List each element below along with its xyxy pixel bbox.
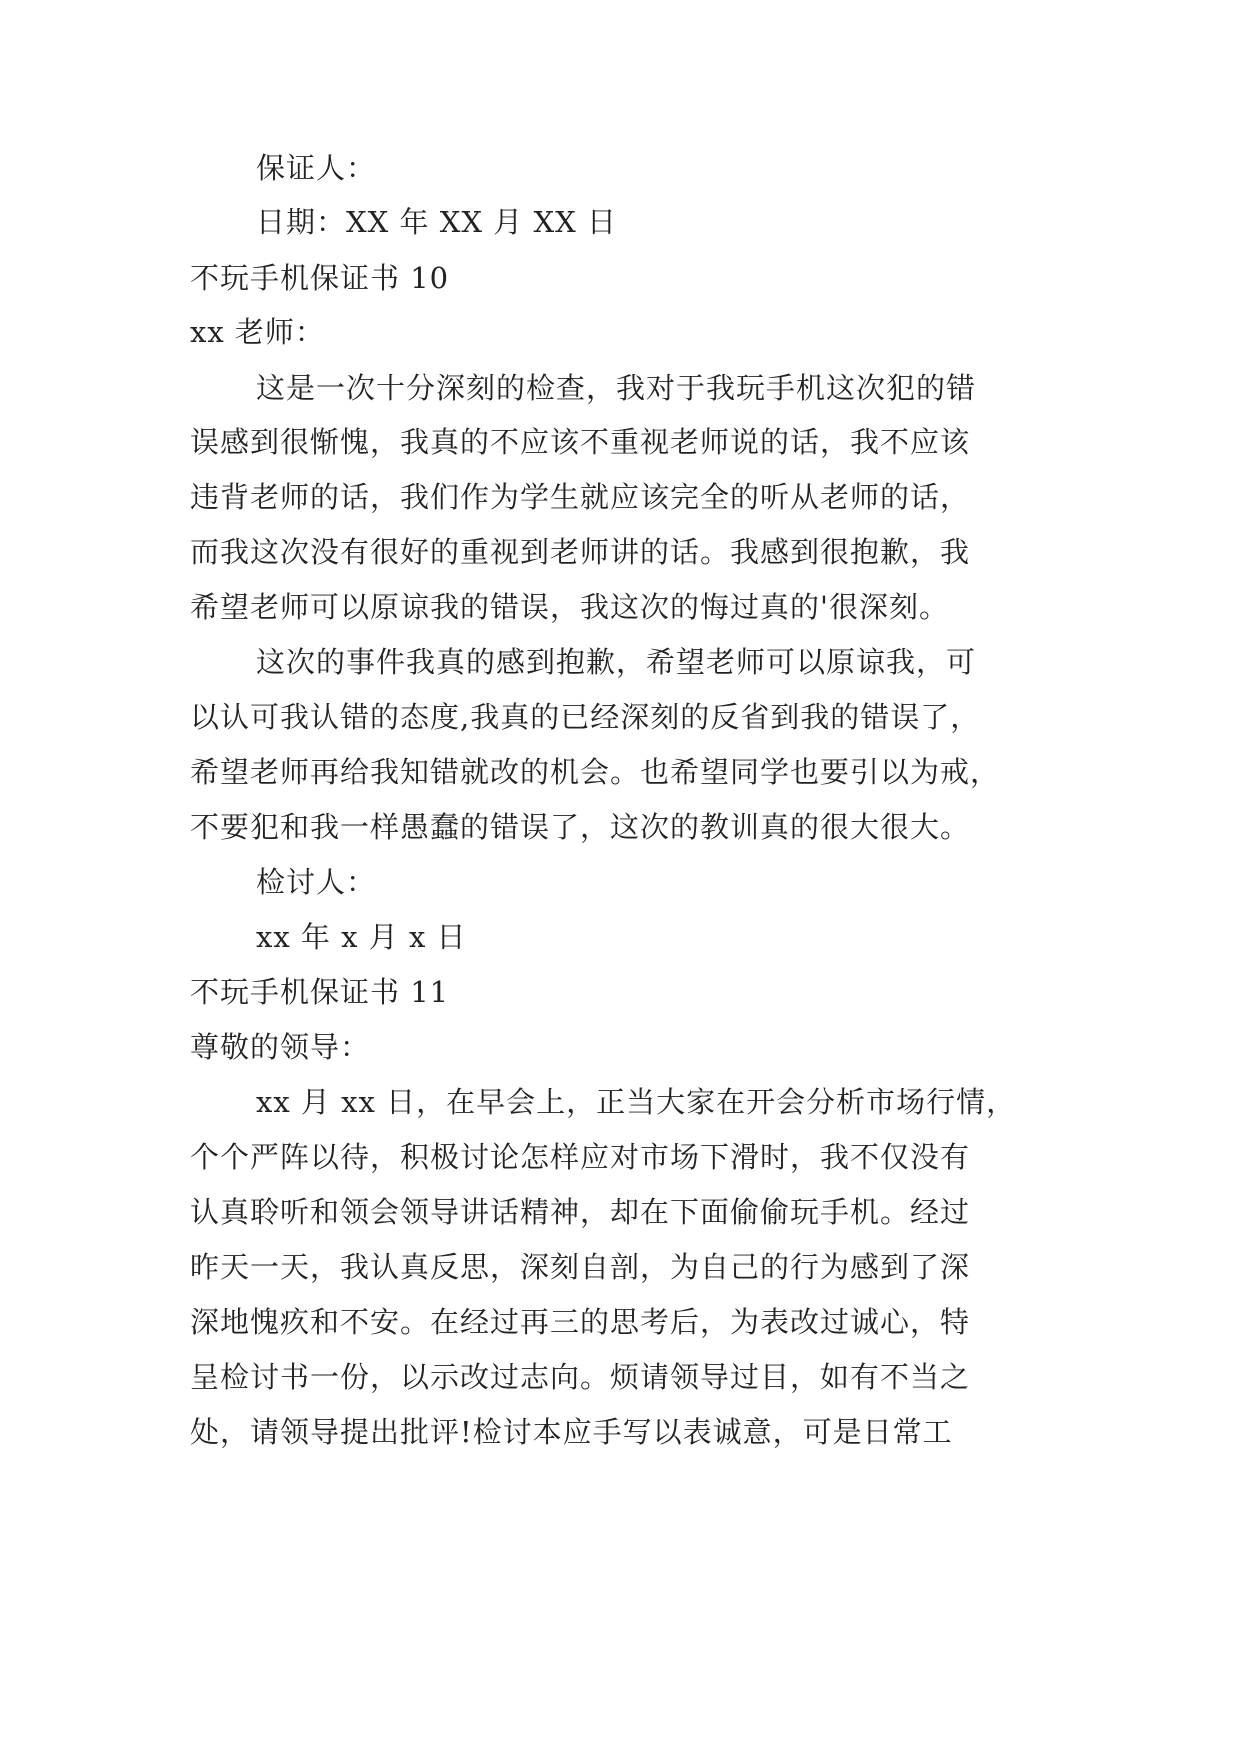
paragraph-line: 认真聆听和领会领导讲话精神，却在下面偷偷玩手机。经过 <box>190 1195 971 1229</box>
paragraph-line: 误感到很惭愧，我真的不应该不重视老师说的话，我不应该 <box>190 425 971 459</box>
date-line: xx 年 x 月 x 日 <box>256 920 467 954</box>
paragraph-line: 处，请领导提出批评!检讨本应手写以表诚意，可是日常工 <box>190 1415 953 1449</box>
paragraph-line: 违背老师的话，我们作为学生就应该完全的听从老师的话， <box>190 480 971 514</box>
paragraph-line: 昨天一天，我认真反思，深刻自剖，为自己的行为感到了深 <box>190 1250 971 1284</box>
paragraph-line: 希望老师再给我知错就改的机会。也希望同学也要引以为戒， <box>190 755 1001 789</box>
salutation: 尊敬的领导： <box>190 1030 371 1064</box>
paragraph-line: 个个严阵以待，积极讨论怎样应对市场下滑时，我不仅没有 <box>190 1140 971 1174</box>
paragraph-line: 深地愧疚和不安。在经过再三的思考后，为表改过诚心，特 <box>190 1305 971 1339</box>
paragraph-line: 这是一次十分深刻的检查，我对于我玩手机这次犯的错 <box>256 371 977 405</box>
paragraph-line: xx 月 xx 日，在早会上，正当大家在开会分析市场行情， <box>256 1085 1017 1119</box>
signer-label: 检讨人： <box>256 865 377 899</box>
paragraph-line: 这次的事件我真的感到抱歉，希望老师可以原谅我，可 <box>256 645 977 679</box>
paragraph-line: 呈检讨书一份，以示改过志向。烦请领导过目，如有不当之 <box>190 1360 971 1394</box>
salutation: xx 老师： <box>190 315 325 349</box>
paragraph-line: 而我这次没有很好的重视到老师讲的话。我感到很抱歉，我 <box>190 535 971 569</box>
paragraph-line: 希望老师可以原谅我的错误，我这次的悔过真的'很深刻。 <box>190 590 949 624</box>
paragraph-line: 以认可我认错的态度,我真的已经深刻的反省到我的错误了， <box>190 700 981 734</box>
paragraph-line: 不要犯和我一样愚蠢的错误了，这次的教训真的很大很大。 <box>190 810 971 844</box>
section-heading: 不玩手机保证书 10 <box>190 261 450 295</box>
guarantor-label: 保证人： <box>256 151 377 185</box>
date-line: 日期：XX 年 XX 月 XX 日 <box>256 205 617 239</box>
section-heading: 不玩手机保证书 11 <box>190 975 450 1009</box>
